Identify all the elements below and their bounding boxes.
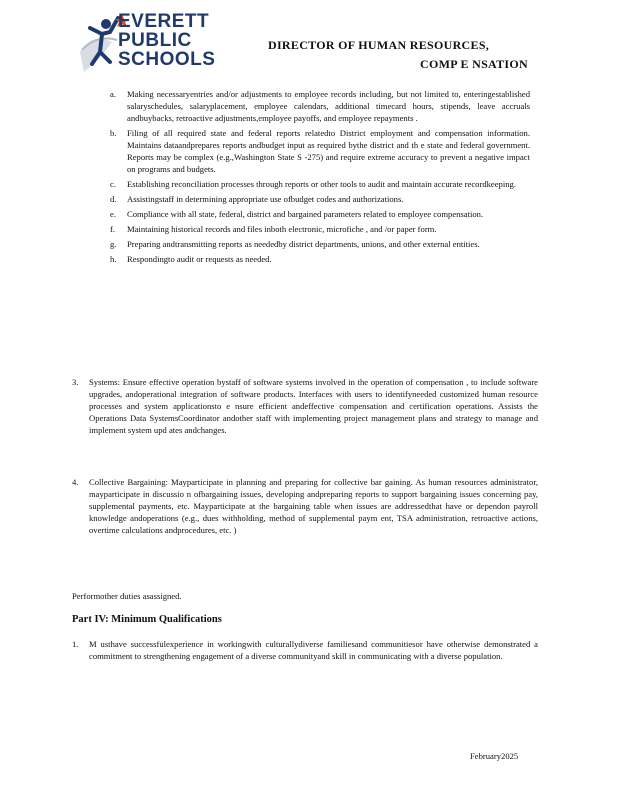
list-item-text: Assistingstaff in determining appropriate use ofbudget codes and authorizations.: [127, 194, 404, 204]
list-item-label: 3.: [72, 377, 79, 387]
list-item: [110, 238, 530, 250]
list-item: [110, 178, 530, 190]
list-item-text: Respondingto audit or requests as needed.: [127, 254, 272, 264]
list-item: [72, 376, 538, 436]
list-item-label: f.: [110, 224, 116, 234]
list-item-text: M usthave successfulexperience in workingwith culturallydiverse familiesand communitiesor have otherwise demonstrated a commitment to strengthening engagement of a diverse communityand skill in communicating with a diverse population.: [89, 639, 538, 661]
job-title-line-1: DIRECTOR OF HUMAN RESOURCES,: [268, 38, 490, 52]
list-item: [110, 208, 530, 220]
list-item-label: 4.: [72, 477, 79, 487]
list-item-text: Maintaining historical records and files inboth electronic, microfiche , and /or paper form.: [127, 224, 437, 234]
list-item-text: Preparing andtransmitting reports as neededby district departments, unions, and other external entities.: [127, 239, 480, 249]
list-item-label: e.: [110, 209, 116, 219]
footer-date: February2025: [470, 751, 519, 761]
list-item-label: a.: [110, 89, 116, 99]
list-item: [110, 223, 530, 235]
list-item: [72, 638, 538, 662]
list-item-label: c.: [110, 179, 116, 189]
logo-line: EVERETT: [118, 11, 210, 32]
list-item: [110, 193, 530, 205]
list-item-text: Filing of all required state and federal reports relatedto District employment and compensation information. Maintains dataandprepares reports andbudget input as required bythe district and th e state and federal government. Reports may be complex (e.g.,Washington State S -275) and require extreme accuracy to prevent a negative impact on programs and budgets.: [127, 128, 530, 174]
list-item: [110, 253, 530, 265]
list-item-label: 1.: [72, 639, 79, 649]
list-item: [110, 88, 530, 124]
list-item-text: Making necessaryentries and/or adjustments to employee records including, but not limited to, enteringestablished salaryschedules, salaryplacement, employee calendars, additional timecard hours, stipends, leave accruals andbuybacks, retroactive adjustments,employee payoffs, and employee repayments .: [127, 89, 530, 123]
list-item-label: g.: [110, 239, 117, 249]
list-item-text: Establishing reconciliation processes through reports or other tools to audit and maintain accurate recordkeeping.: [127, 179, 516, 189]
logo-line: SCHOOLS: [118, 49, 216, 70]
perform-other-duties: Performother duties asassigned.: [72, 591, 182, 601]
list-item-text: Collective Bargaining: Mayparticipate in planning and preparing for collective bar gaining. As human resources administrator, mayparticipate in discussio n ofbargaining issues, developing andpreparing reports to support bargaining issues concerning pay, supplemental payments, etc. Mayparticipate at the bargaining table when issues are addressedthat have or dependon payroll knowledge andoperations (e.g., dues withholding, method of supplemental paym ent, TSA administration, retroactive actions, overtime calculations andprocedures, etc. ): [89, 477, 538, 535]
logo-line: PUBLIC: [118, 30, 192, 51]
list-item-text: Systems: Ensure effective operation bystaff of software systems involved in the operation of compensation , to include software upgrades, andoperational integration of software products. Interfaces with users to identifyneeded customized human resource processes and system applicationsto e nsure efficient andeffective compensation and certification operations. Assists the Operations Data SystemsCoordinator andother staff with implementing project management plans and strategy to manage and implement system upd ates andchanges.: [89, 377, 538, 435]
list-item: [110, 127, 530, 175]
job-title-line-2: COMP E NSATION: [420, 57, 528, 71]
list-item: [72, 476, 538, 536]
qualifications-list: [72, 638, 538, 662]
duties-sublist: [110, 88, 530, 268]
section-heading: Part IV: Minimum Qualifications: [72, 614, 222, 625]
list-item-label: d.: [110, 194, 117, 204]
list-item-label: h.: [110, 254, 117, 264]
list-item-label: b.: [110, 128, 117, 138]
logo-wordmark: [118, 12, 215, 69]
duty-item-bargaining: [72, 476, 538, 536]
duty-item-systems: [72, 376, 538, 436]
list-item-text: Compliance with all state, federal, district and bargained parameters related to employee compensation.: [127, 209, 484, 219]
